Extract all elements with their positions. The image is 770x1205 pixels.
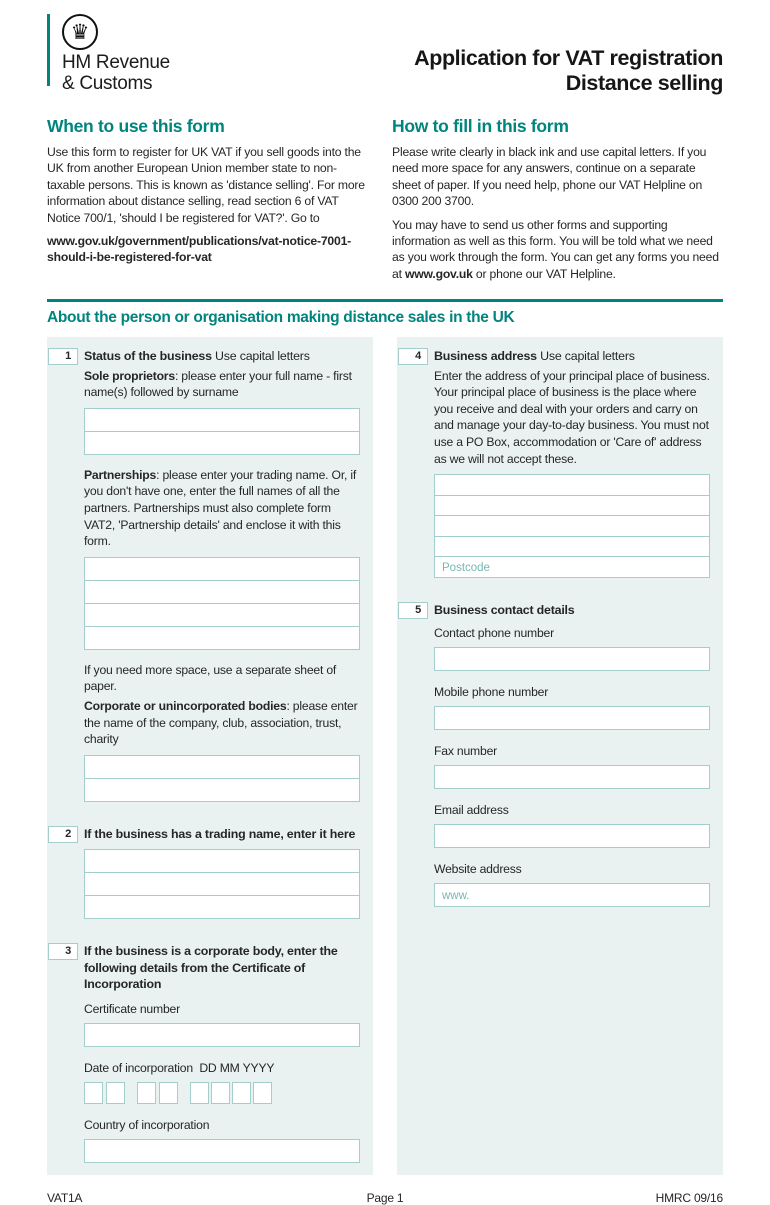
mobile-phone-input[interactable]	[434, 706, 710, 730]
day-boxes	[84, 1082, 125, 1104]
year-digit-input[interactable]	[211, 1082, 230, 1104]
form-version: HMRC 09/16	[655, 1191, 723, 1205]
form-body	[47, 337, 723, 1175]
country-of-incorporation-input[interactable]	[84, 1139, 360, 1163]
partners-names-row[interactable]	[84, 580, 360, 604]
question-2-number: 2	[48, 826, 78, 843]
certificate-number-input[interactable]	[84, 1023, 360, 1047]
page-number: Page 1	[366, 1191, 404, 1205]
page-title: Application for VAT registration Distance selling	[414, 46, 723, 95]
form-header	[47, 14, 723, 104]
when-to-use-body: Use this form to register for UK VAT if you sell goods into the UK from another European Union member state to non-taxable persons. This is known as 'distance selling'. For more information about distance selling, read section 6 of VAT Notice 700/1, 'should I be registered for VAT?'. Go to	[47, 145, 365, 225]
date-format-hint: DD MM YYYY	[199, 1061, 275, 1076]
contact-phone-label: Contact phone number	[434, 626, 554, 641]
corporate-bodies-instruction: Corporate or unincorporated bodies: please enter the name of the company, club, association, trust, charity	[84, 699, 358, 747]
question-1	[65, 348, 360, 802]
more-space-note: If you need more space, use a separate sheet of paper.	[84, 662, 337, 694]
partners-names-row[interactable]	[84, 603, 360, 627]
left-panel	[47, 337, 373, 1175]
section-heading: About the person or organisation making distance sales in the UK	[47, 309, 515, 327]
website-address-label: Website address	[434, 862, 522, 877]
website-address-field	[434, 883, 710, 907]
corporate-name-input	[84, 755, 360, 802]
contact-phone-field	[434, 647, 710, 671]
trading-name-row[interactable]	[84, 849, 360, 873]
govuk-url: www.gov.uk	[405, 266, 473, 281]
crown-icon: ♛	[62, 14, 98, 50]
trading-name-input	[84, 849, 360, 919]
business-address-instruction: Enter the address of your principal place of business. Your principal place of business is the place where you receive and deal with your orders and carry on and manage your day-to-day business. You must not use a PO Box, accommodation or 'Care of' address as we will not accept these.	[434, 368, 710, 466]
partners-names-row[interactable]	[84, 626, 360, 650]
year-digit-input[interactable]	[190, 1082, 209, 1104]
certificate-number-label: Certificate number	[84, 1002, 180, 1017]
when-to-use-column	[47, 116, 374, 289]
corporate-name-row[interactable]	[84, 778, 360, 802]
question-4	[415, 348, 710, 577]
fax-number-input[interactable]	[434, 765, 710, 789]
month-digit-input[interactable]	[159, 1082, 178, 1104]
day-digit-input[interactable]	[106, 1082, 125, 1104]
sole-proprietor-name-input	[84, 408, 360, 455]
postcode-input[interactable]	[434, 556, 710, 578]
address-row[interactable]	[434, 474, 710, 496]
website-address-input[interactable]	[434, 883, 710, 907]
email-address-input[interactable]	[434, 824, 710, 848]
certificate-number-field	[84, 1023, 360, 1047]
question-2	[65, 826, 360, 919]
date-of-incorporation-label: Date of incorporation DD MM YYYY	[84, 1061, 275, 1076]
logo-accent-bar	[47, 14, 50, 86]
contact-phone-input[interactable]	[434, 647, 710, 671]
year-digit-input[interactable]	[253, 1082, 272, 1104]
day-digit-input[interactable]	[84, 1082, 103, 1104]
month-boxes	[137, 1082, 178, 1104]
when-to-use-heading: When to use this form	[47, 116, 225, 136]
sole-proprietor-name-row[interactable]	[84, 408, 360, 432]
partnerships-instruction: Partnerships: please enter your trading name. Or, if you don't have one, enter the full names of all the partners. Partnerships must also complete form VAT2, 'Partnership details' and enclose it with this form.	[84, 467, 357, 549]
year-boxes	[190, 1082, 272, 1104]
question-5-number: 5	[398, 602, 428, 619]
year-digit-input[interactable]	[232, 1082, 251, 1104]
trading-name-row[interactable]	[84, 895, 360, 919]
how-to-fill-heading: How to fill in this form	[392, 116, 569, 136]
mobile-phone-label: Mobile phone number	[434, 685, 549, 700]
question-3-number: 3	[48, 943, 78, 960]
question-5-label: Business contact details	[434, 602, 575, 617]
question-1-label: Status of the business Use capital letters	[84, 349, 310, 364]
email-address-label: Email address	[434, 803, 509, 818]
trading-name-row[interactable]	[84, 872, 360, 896]
country-of-incorporation-label: Country of incorporation	[84, 1118, 210, 1133]
question-1-number: 1	[48, 348, 78, 365]
question-5	[415, 602, 710, 907]
address-row[interactable]	[434, 515, 710, 537]
sole-proprietors-instruction: Sole proprietors: please enter your full name - first name(s) followed by surname	[84, 368, 352, 400]
how-to-fill-column	[392, 116, 723, 289]
corporate-name-row[interactable]	[84, 755, 360, 779]
date-of-incorporation-field	[84, 1082, 360, 1104]
address-row[interactable]	[434, 536, 710, 558]
intro-section	[47, 116, 723, 289]
partners-names-row[interactable]	[84, 557, 360, 581]
month-digit-input[interactable]	[137, 1082, 156, 1104]
question-3	[65, 943, 360, 1163]
how-to-fill-para2: You may have to send us other forms and supporting information as well as this form. You will be told what we need as you work through the form. You can get any forms you need at www.gov.uk or phone our VAT Helpline.	[392, 217, 719, 281]
page-footer	[47, 1191, 723, 1205]
question-4-number: 4	[398, 348, 428, 365]
fax-number-field	[434, 765, 710, 789]
email-address-field	[434, 824, 710, 848]
question-3-label: If the business is a corporate body, enter the following details from the Certificate of Incorporation	[84, 944, 338, 991]
section-divider	[47, 299, 723, 302]
form-id: VAT1A	[47, 1191, 83, 1205]
address-row[interactable]	[434, 495, 710, 517]
partners-names-input	[84, 557, 360, 650]
logo-text: HM Revenue & Customs	[62, 52, 170, 94]
how-to-fill-para1: Please write clearly in black ink and use capital letters. If you need more space for any answers, continue on a separate sheet of paper. If you need help, phone our VAT Helpline on 0300 200 3700.	[392, 145, 707, 209]
hmrc-logo	[47, 14, 170, 94]
question-2-label: If the business has a trading name, enter it here	[84, 826, 356, 841]
mobile-phone-field	[434, 706, 710, 730]
sole-proprietor-name-row[interactable]	[84, 431, 360, 455]
question-4-label: Business address Use capital letters	[434, 349, 635, 364]
fax-number-label: Fax number	[434, 744, 498, 759]
business-address-input	[434, 474, 710, 578]
right-panel	[397, 337, 723, 1175]
country-of-incorporation-field	[84, 1139, 360, 1163]
guidance-url: www.gov.uk/government/publications/vat-notice-7001-should-i-be-registered-for-vat	[47, 234, 352, 265]
